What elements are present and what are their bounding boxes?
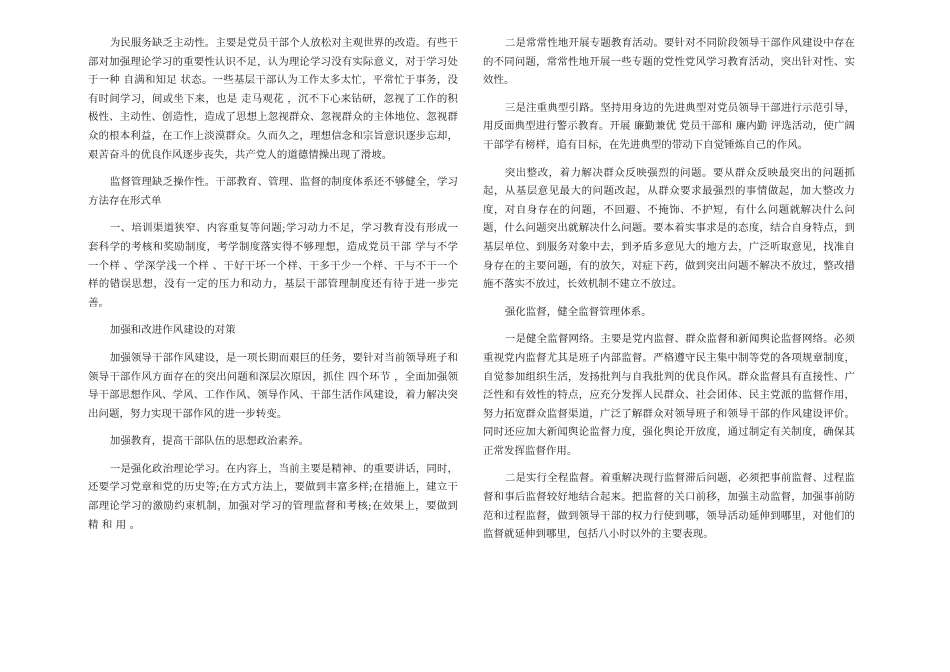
paragraph: 监督管理缺乏操作性。干部教育、管理、监督的制度体系还不够健全，学习方法存在形式单	[88, 176, 458, 207]
paragraph: 二是常常性地开展专题教育活动。要针对不同阶段领导干部作风建设中存在的不同问题，常常性地开展一些专题的党性党风学习教育活动，突出针对性、实效性。	[483, 37, 855, 87]
section-heading: 强化监督，健全监督管理体系。	[504, 305, 652, 318]
section-heading: 加强和改进作风建设的对策	[109, 324, 236, 337]
paragraph: 一是健全监督网络。主要是党内监督、群众监督和新闻舆论监督网络。必须重视党内监督尤其是班子内部监督。严格遵守民主集中制等党的各项规章制度，自觉参加组织生活，发扬批判与自我批判的优良作风。群众监督具有直接性、广泛性和有效性的特点，应充分发挥人民群众、社会团体、民主党派的监督作用，努力拓宽群众监督渠道，广泛了解群众对领导班子和领导干部的作风建设评价。同时还应加大新闻舆论监督力度，强化舆论开放度，通过制定有关制度，确保其正常发挥监督作用。	[483, 333, 855, 457]
right-column	[483, 34, 855, 553]
paragraph: 一、培训渠道狭窄、内容重复等问题;学习动力不足，学习教育没有形成一套科学的考核和奖励制度，考学制度落实得不够理想，造成党员干部 学与不学一个样 、学深学浅一个样 、干好干坏一个样、干多干少一个样、干与不干一个样的错误思想，没有一定的压力和动力，基层干部管理制度还有待于进一步完善。	[88, 222, 458, 309]
paragraph: 一是强化政治理论学习。在内容上，当前主要是精神、的重要讲话，同时，还要学习党章和党的历史等;在方式方法上，要做到丰富多样;在措施上，建立干部理论学习的激励约束机制，加强对学习的管理监督和考核;在效果上，要做到 精 和 用 。	[88, 462, 462, 531]
paragraph: 二是实行全程监督。着重解决现行监督滞后问题，必须把事前监督、过程监督和事后监督较好地结合起来。把监督的关口前移，加强主动监督，加强事前防范和过程监督，做到领导干部的权力行使到哪，领导活动延伸到哪里，对他们的监督就延伸到哪里，包括八小时以外的主要表现。	[483, 472, 855, 541]
paragraph: 突出整改，着力解决群众反映强烈的问题。要从群众反映最突出的问题抓起，从基层意见最大的问题改起，从群众要求最强烈的事情做起，加大整改力度，对自身存在的问题，不回避、不掩饰、不护短，有什么问题就解决什么问题，什么问题突出就解决什么问题。要本着实事求是的态度，结合自身特点，到基层单位、到服务对象中去，到矛盾多意见大的地方去，广泛听取意见，找准自身存在的主要问题，有的放矢，对症下药，做到突出问题不解决不放过，整改措施不落实不放过，长效机制不建立不放过。	[483, 166, 855, 291]
left-column	[88, 34, 462, 543]
section-heading: 加强教育，提高干部队伍的思想政治素养。	[109, 435, 310, 448]
paragraph: 三是注重典型引路。坚持用身边的先进典型对党员领导干部进行示范引导，用反面典型进行警示教育。开展 廉勤兼优 党员干部和 廉内勤 评选活动，使广阔干部学有榜样，追有目标，在先进典型的带动下自觉锤炼自己的作风。	[483, 101, 855, 151]
paragraph: 加强领导干部作风建设，是一项长期而艰巨的任务，要针对当前领导班子和领导干部作风方面存在的突出问题和深层次原因，抓住 四个环节 ，全面加强领导干部思想作风、学风、工作作风、领导作风、干部生活作风建设，着力解决突出问题，努力实现干部作风的进一步转变。	[88, 351, 458, 420]
paragraph: 为民服务缺乏主动性。主要是党员干部个人放松对主观世界的改造。有些干部对加强理论学习的重要性认识不足，认为理论学习没有实际意义，对于学习处于一种 自满和知足 状态。一些基层干部认为工作太多太忙，平常忙于事务，没有时间学习，间或坐下来，也是 走马观花 ，沉不下心来钻研，忽视了工作的积极性、主动性、创造性，造成了思想上忽视群众、忽视群众的主体地位、忽视群众的根本利益，在工作上淡漠群众。久而久之，理想信念和宗旨意识逐步忘却，艰苦奋斗的优良作风逐步丧失，共产党人的道德情操出现了滑坡。	[88, 37, 458, 161]
